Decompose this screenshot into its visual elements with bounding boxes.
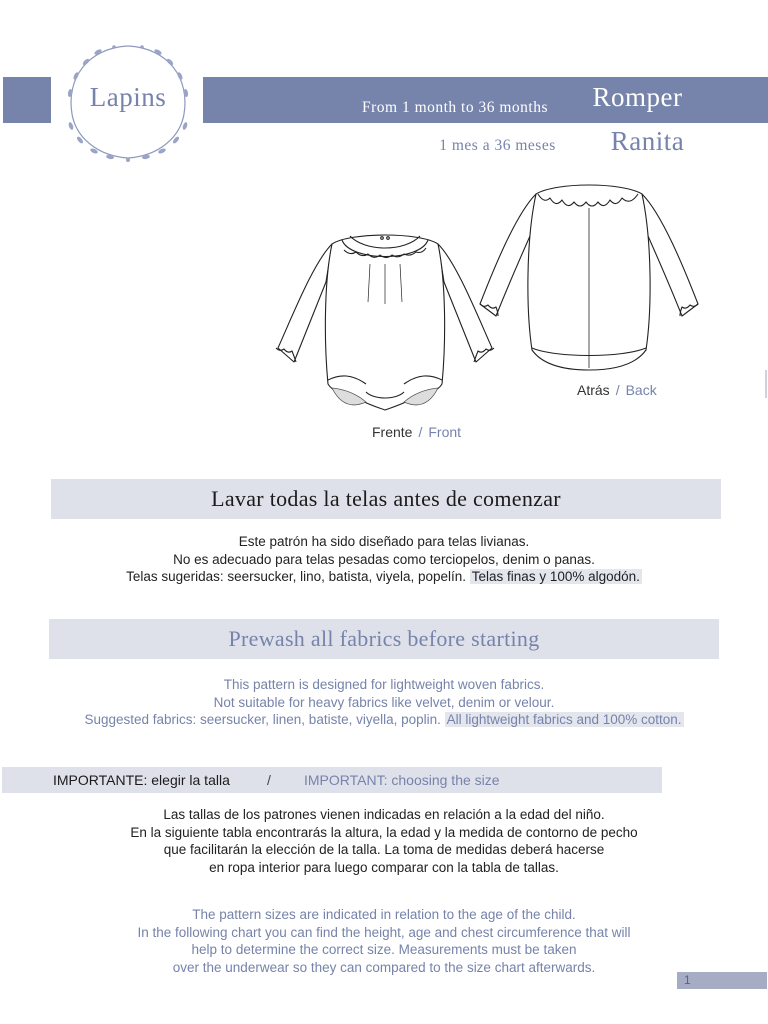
sizes-line-2: In the following chart you can find the height, age and chest circumference that will: [137, 924, 631, 940]
sizes-line-3: que facilitarán la elección de la talla. La toma de medidas deberá hacerse: [163, 842, 605, 857]
important-bar: [2, 767, 662, 793]
front-caption: [372, 424, 461, 440]
fabric-line-2: No es adecuado para telas pesadas como terciopelos, denim o panas.: [173, 551, 595, 567]
brand-logo: [58, 38, 198, 164]
sizes-notes-en: [30, 906, 738, 976]
age-range-en: From 1 month to 36 months: [361, 99, 549, 116]
fabric-line-1: Este patrón ha sido diseñado para telas livianas.: [238, 534, 530, 549]
fabric-highlight: Telas finas y 100% algodón.: [471, 569, 640, 584]
caption-separator: /: [418, 424, 423, 440]
caption-separator: /: [615, 382, 620, 398]
fabric-line-3: [30, 711, 738, 729]
edge-mark: [765, 370, 767, 398]
section-title-en: Prewash all fabrics before starting: [49, 619, 719, 659]
back-caption: [577, 382, 657, 398]
suggested-fabrics: Suggested fabrics: seersucker, linen, batiste, viyella, poplin.: [84, 712, 441, 727]
fabric-line-3: [30, 568, 738, 586]
age-range-es: 1 mes a 36 meses: [439, 137, 556, 154]
back-caption-en: Back: [625, 382, 657, 398]
fabric-highlight: All lightweight fabrics and 100% cotton.: [446, 712, 682, 727]
front-caption-es: Frente: [372, 424, 413, 440]
romper-front-illustration: [270, 222, 500, 422]
page-number: 1: [684, 973, 691, 987]
title-es: Ranita: [610, 126, 685, 156]
fabric-notes-es: [30, 533, 738, 586]
fabric-line-1: This pattern is designed for lightweight woven fabrics.: [223, 677, 545, 692]
important-separator: /: [267, 772, 271, 788]
fabric-notes-en: [30, 676, 738, 729]
logo-text: Lapins: [89, 82, 167, 112]
page-number-badge: [677, 972, 767, 989]
romper-back-illustration: [476, 180, 702, 376]
section-title-es: Lavar todas la telas antes de comenzar: [51, 479, 721, 519]
sizes-line-1: The pattern sizes are indicated in relation to the age of the child.: [192, 907, 576, 922]
header-bar-left: [3, 77, 51, 123]
sizes-line-4: over the underwear so they can compared to the size chart afterwards.: [172, 959, 596, 975]
important-es: IMPORTANTE: elegir la talla: [53, 772, 230, 788]
front-caption-en: Front: [428, 424, 462, 440]
sizes-line-1: Las tallas de los patrones vienen indicadas en relación a la edad del niño.: [163, 807, 605, 822]
fabric-line-2: Not suitable for heavy fabrics like velvet, denim or velour.: [213, 694, 555, 710]
back-caption-es: Atrás: [577, 382, 610, 398]
sizes-notes-es: [30, 806, 738, 876]
sizes-line-3: help to determine the correct size. Measurements must be taken: [191, 942, 577, 957]
suggested-fabrics: Telas sugeridas: seersucker, lino, batista, viyela, popelín.: [126, 569, 467, 584]
important-en: IMPORTANT: choosing the size: [304, 772, 500, 788]
title-en: Romper: [592, 82, 683, 112]
sizes-line-2: En la siguiente tabla encontrarás la altura, la edad y la medida de contorno de pecho: [130, 824, 638, 840]
sizes-line-4: en ropa interior para luego comparar con la tabla de tallas.: [209, 859, 559, 875]
